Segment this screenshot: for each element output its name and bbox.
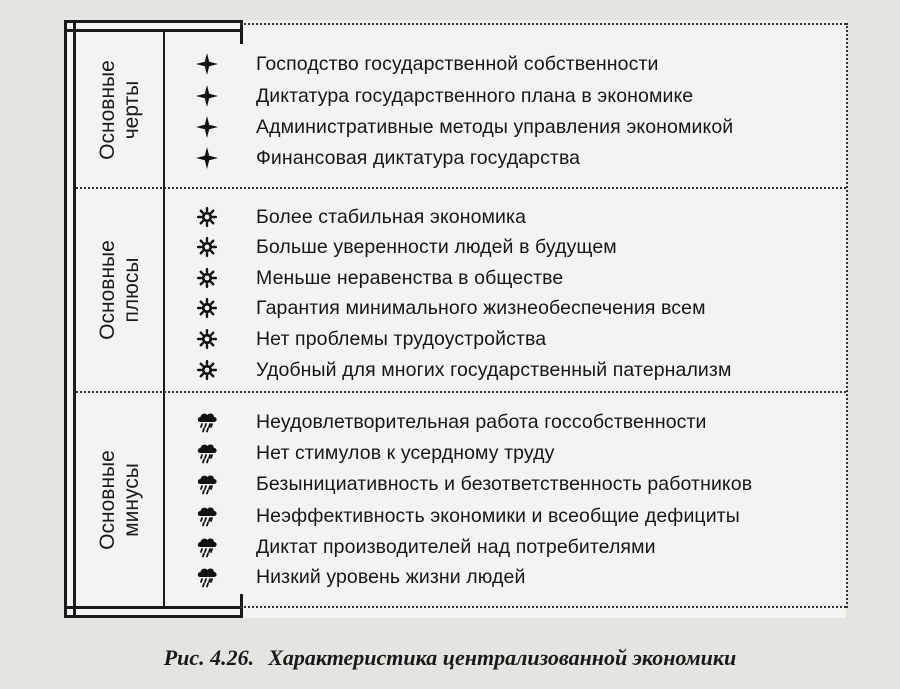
dotted-border-right: [846, 23, 848, 608]
four-point-star-icon: [192, 49, 222, 79]
section-divider: [76, 391, 846, 393]
section-label-line: плюсы: [120, 257, 144, 323]
label-column-divider: [163, 32, 165, 606]
item-text: Неудовлетворительная работа госсобственности: [256, 410, 707, 433]
item-text: Финансовая диктатура государства: [256, 146, 581, 169]
figure-number: Рис. 4.26.: [163, 645, 255, 670]
rain-cloud-icon: [192, 469, 222, 499]
frame-top-border: [64, 20, 240, 32]
rain-cloud-icon: [192, 438, 222, 468]
sun-icon: [192, 293, 222, 323]
item-text: Господство государственной собственности: [256, 52, 659, 75]
sun-icon: [192, 202, 222, 232]
list-item: [192, 501, 740, 531]
list-item: [192, 562, 525, 592]
figure-title: Характеристика централизованной экономики: [268, 645, 737, 670]
figure-caption: [0, 645, 900, 671]
item-text: Больше уверенности людей в будущем: [256, 235, 617, 258]
section-label-line: Основные: [96, 449, 120, 550]
item-text: Нет стимулов к усердному труду: [256, 441, 555, 464]
section-divider: [76, 187, 846, 189]
frame-bottom-border: [64, 606, 240, 618]
sun-icon: [192, 324, 222, 354]
frame-left-border: [64, 20, 76, 618]
item-text: Неэффективность экономики и всеобщие дефициты: [256, 504, 740, 527]
rain-cloud-icon: [192, 407, 222, 437]
four-point-star-icon: [192, 143, 222, 173]
section-label-line: черты: [120, 80, 144, 139]
sun-icon: [192, 355, 222, 385]
item-text: Более стабильная экономика: [256, 205, 527, 228]
section-label-cons: [78, 393, 162, 606]
four-point-star-icon: [192, 81, 222, 111]
rain-cloud-icon: [192, 532, 222, 562]
dotted-border-bottom: [240, 606, 846, 608]
section-label-features: [78, 32, 162, 187]
list-item: [192, 112, 733, 142]
list-item: [192, 438, 554, 468]
section-label-line: минусы: [120, 462, 144, 537]
section-label-line: Основные: [96, 59, 120, 160]
item-text: Безынициативность и безответственность работников: [256, 472, 753, 495]
list-item: [192, 232, 617, 262]
rain-cloud-icon: [192, 562, 222, 592]
item-text: Диктат производителей над потребителями: [256, 535, 656, 558]
list-item: [192, 202, 526, 232]
item-text: Меньше неравенства в обществе: [256, 266, 564, 289]
list-item: [192, 407, 707, 437]
section-label-line: Основные: [96, 240, 120, 340]
list-item: [192, 469, 752, 499]
list-item: [192, 143, 580, 173]
item-text: Нет проблемы трудоустройства: [256, 327, 547, 350]
item-text: Низкий уровень жизни людей: [256, 565, 526, 588]
list-item: [192, 355, 731, 385]
four-point-star-icon: [192, 112, 222, 142]
dotted-border-top: [240, 23, 846, 25]
list-item: [192, 293, 706, 323]
item-text: Удобный для многих государственный патернализм: [256, 358, 732, 381]
list-item: [192, 263, 563, 293]
rain-cloud-icon: [192, 501, 222, 531]
item-text: Административные методы управления экономикой: [256, 115, 734, 138]
item-text: Гарантия минимального жизнеобеспечения всем: [256, 296, 706, 319]
sun-icon: [192, 232, 222, 262]
sun-icon: [192, 263, 222, 293]
list-item: [192, 324, 546, 354]
list-item: [192, 49, 658, 79]
list-item: [192, 532, 656, 562]
list-item: [192, 81, 693, 111]
item-text: Диктатура государственного плана в экономике: [256, 84, 694, 107]
section-label-pros: [78, 189, 162, 391]
